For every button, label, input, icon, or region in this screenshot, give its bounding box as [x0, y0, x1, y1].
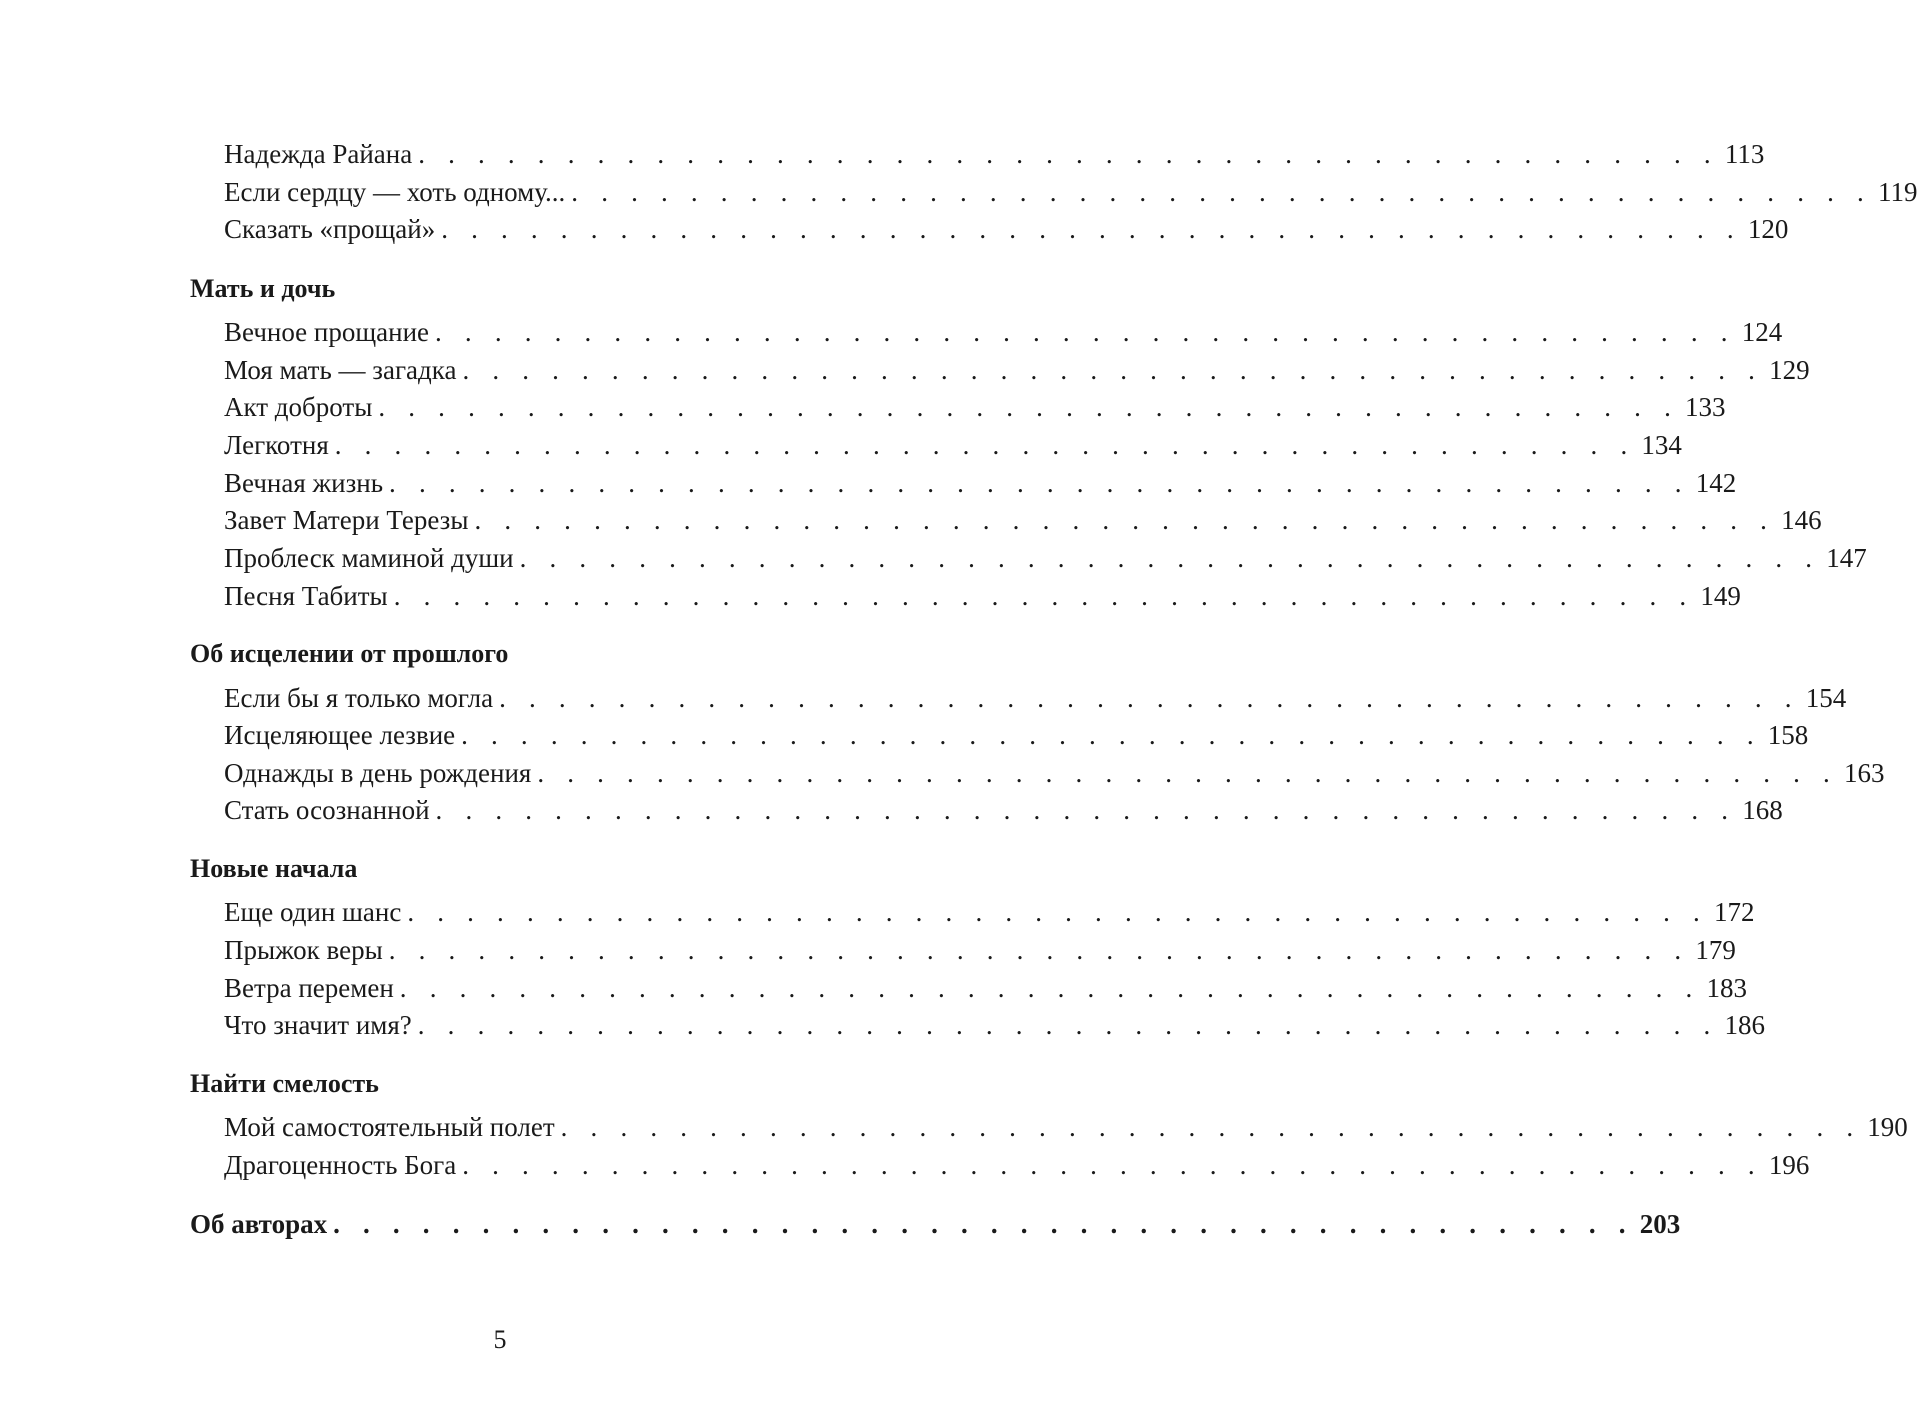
dot-leader: . . . . . . . . . . . . . . . . . . . . . . . . . . . . . . . . . . . . . . . . . . . .: [333, 1209, 1634, 1239]
dot-leader: . . . . . . . . . . . . . . . . . . . . . . . . . . . . . . . . . . . . . . . . . . . .: [435, 317, 1736, 347]
toc-entry-page: 129: [1769, 355, 1810, 385]
toc-entry-page: 119: [1877, 177, 1917, 207]
toc-entry[interactable]: [224, 971, 1747, 1005]
toc-entry[interactable]: [224, 390, 1726, 424]
dot-leader: . . . . . . . . . . . . . . . . . . . . . . . . . . . . . . . . . . . . . . . . . . . .: [462, 355, 1764, 385]
toc-entry-about[interactable]: [190, 1207, 1681, 1241]
toc-entry-title: Если сердцу — хоть одному...: [224, 177, 566, 207]
toc-entry-title: Если бы я только могла: [224, 683, 494, 713]
toc-entry-page: 163: [1844, 758, 1885, 788]
section-heading-text: Об исцелении от прошлого: [190, 639, 509, 668]
toc-entry-title: Акт доброты: [224, 392, 373, 422]
toc-entry-page: 133: [1685, 392, 1726, 422]
toc-entry[interactable]: [224, 718, 1809, 752]
dot-leader: . . . . . . . . . . . . . . . . . . . . . . . . . . . . . . . . . . . . . . . . . . . .: [393, 581, 1695, 611]
toc-entry-page: 134: [1641, 430, 1682, 460]
toc-entry[interactable]: [224, 895, 1755, 929]
dot-leader: . . . . . . . . . . . . . . . . . . . . . . . . . . . . . . . . . . . . . . . . . . . .: [399, 973, 1701, 1003]
toc-entry[interactable]: [224, 756, 1885, 790]
dot-leader: . . . . . . . . . . . . . . . . . . . . . . . . . . . . . . . . . . . . . . . . . . . .: [435, 795, 1737, 825]
toc-entry-title: Ветра перемен: [224, 973, 394, 1003]
toc-entry-title: Моя мать — загадка: [224, 355, 457, 385]
toc-entry-title: Сказать «прощай»: [224, 214, 436, 244]
toc-entry-title: Надежда Райана: [224, 139, 413, 169]
toc-entry-title: Завет Матери Терезы: [224, 505, 469, 535]
toc-entry-page: 158: [1767, 720, 1809, 750]
toc-entry-title: Вечная жизнь: [224, 468, 384, 498]
toc-entry-title: Еще один шанс: [224, 897, 402, 927]
toc-entry-title: Вечное прощание: [224, 317, 430, 347]
toc-entry-page: 190: [1867, 1112, 1908, 1142]
toc-entry-title: Однажды в день рождения: [224, 758, 532, 788]
dot-leader: . . . . . . . . . . . . . . . . . . . . . . . . . . . . . . . . . . . . . . . . . . . .: [407, 897, 1708, 927]
toc-entry-title: Мой самостоятельный полет: [224, 1112, 555, 1142]
table-of-contents: [190, 0, 1917, 1418]
dot-leader: . . . . . . . . . . . . . . . . . . . . . . . . . . . . . . . . . . . . . . . . . . . .: [461, 720, 1762, 750]
toc-entry[interactable]: [224, 212, 1789, 246]
toc-entry[interactable]: [224, 315, 1783, 349]
toc-entry[interactable]: [224, 503, 1822, 537]
toc-entry-title: Стать осознанной: [224, 795, 430, 825]
toc-entry-title: Проблеск маминой души: [224, 543, 514, 573]
toc-entry-page: 146: [1781, 505, 1822, 535]
toc-entry-page: 183: [1706, 973, 1747, 1003]
dot-leader: . . . . . . . . . . . . . . . . . . . . . . . . . . . . . . . . . . . . . . . . . . . .: [560, 1112, 1862, 1142]
toc-entry-page: 142: [1695, 468, 1737, 498]
toc-entry-title: Об авторах: [190, 1209, 328, 1239]
section-heading: [190, 852, 818, 886]
toc-entry[interactable]: [224, 681, 1847, 715]
section-heading: [190, 272, 818, 306]
toc-entry-page: 168: [1742, 795, 1783, 825]
toc-entry[interactable]: [224, 541, 1867, 575]
dot-leader: . . . . . . . . . . . . . . . . . . . . . . . . . . . . . . . . . . . . . . . . . . . .: [389, 468, 1690, 498]
toc-entry-page: 186: [1724, 1010, 1765, 1040]
toc-entry[interactable]: [224, 137, 1765, 171]
section-heading-text: Мать и дочь: [190, 274, 336, 303]
section-heading: [190, 1067, 818, 1101]
dot-leader: . . . . . . . . . . . . . . . . . . . . . . . . . . . . . . . . . . . . . . . . . . . .: [441, 214, 1742, 244]
toc-entry[interactable]: [224, 1008, 1765, 1042]
toc-entry-title: Исцеляющее лезвие: [224, 720, 456, 750]
dot-leader: . . . . . . . . . . . . . . . . . . . . . . . . . . . . . . . . . . . . . . . . . . . .: [334, 430, 1636, 460]
toc-entry[interactable]: [224, 933, 1736, 967]
toc-entry-page: 172: [1714, 897, 1755, 927]
dot-leader: . . . . . . . . . . . . . . . . . . . . . . . . . . . . . . . . . . . . . . . . . . . .: [571, 177, 1872, 207]
toc-entry[interactable]: [224, 1110, 1908, 1144]
toc-entry-page: 203: [1639, 1209, 1681, 1239]
dot-leader: . . . . . . . . . . . . . . . . . . . . . . . . . . . . . . . . . . . . . . . . . . . .: [462, 1150, 1763, 1180]
toc-entry-page: 124: [1741, 317, 1783, 347]
toc-entry-page: 149: [1700, 581, 1741, 611]
page-number: 5: [493, 1325, 507, 1354]
dot-leader: . . . . . . . . . . . . . . . . . . . . . . . . . . . . . . . . . . . . . . . . . . . .: [499, 683, 1800, 713]
toc-entry[interactable]: [224, 793, 1783, 827]
toc-entry[interactable]: [224, 466, 1737, 500]
toc-entry-title: Легкотня: [224, 430, 329, 460]
dot-leader: . . . . . . . . . . . . . . . . . . . . . . . . . . . . . . . . . . . . . . . . . . . .: [537, 758, 1839, 788]
toc-entry-page: 196: [1768, 1150, 1810, 1180]
toc-entry[interactable]: [224, 428, 1682, 462]
toc-entry-title: Прыжок веры: [224, 935, 383, 965]
toc-entry-page: 120: [1747, 214, 1789, 244]
dot-leader: . . . . . . . . . . . . . . . . . . . . . . . . . . . . . . . . . . . . . . . . . . . .: [519, 543, 1821, 573]
toc-entry[interactable]: [224, 175, 1917, 209]
toc-entry-title: Что значит имя?: [224, 1010, 412, 1040]
toc-entry[interactable]: [224, 1148, 1810, 1182]
dot-leader: . . . . . . . . . . . . . . . . . . . . . . . . . . . . . . . . . . . . . . . . . . . .: [417, 1010, 1719, 1040]
dot-leader: . . . . . . . . . . . . . . . . . . . . . . . . . . . . . . . . . . . . . . . . . . . .: [388, 935, 1690, 965]
dot-leader: . . . . . . . . . . . . . . . . . . . . . . . . . . . . . . . . . . . . . . . . . . . .: [474, 505, 1776, 535]
toc-entry[interactable]: [224, 579, 1741, 613]
toc-entry[interactable]: [224, 353, 1810, 387]
toc-entry-title: Песня Табиты: [224, 581, 388, 611]
toc-entry-page: 154: [1805, 683, 1847, 713]
toc-entry-page: 147: [1826, 543, 1867, 573]
toc-entry-title: Драгоценность Бога: [224, 1150, 457, 1180]
section-heading: [190, 637, 818, 671]
toc-entry-page: 113: [1724, 139, 1765, 169]
section-heading-text: Новые начала: [190, 854, 358, 883]
dot-leader: . . . . . . . . . . . . . . . . . . . . . . . . . . . . . . . . . . . . . . . . . . . .: [378, 392, 1680, 422]
dot-leader: . . . . . . . . . . . . . . . . . . . . . . . . . . . . . . . . . . . . . . . . . . . .: [418, 139, 1719, 169]
section-heading-text: Найти смелость: [190, 1069, 379, 1098]
toc-entry-page: 179: [1695, 935, 1736, 965]
